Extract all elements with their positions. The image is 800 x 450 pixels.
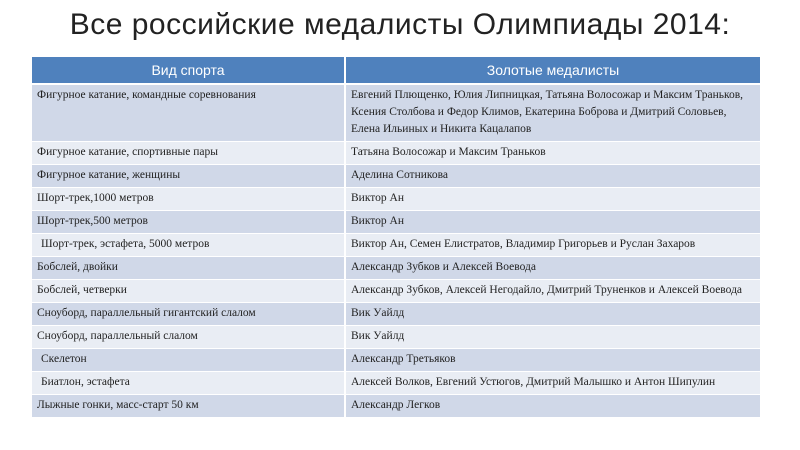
- sport-cell: Сноуборд, параллельный слалом: [32, 326, 345, 349]
- column-header-medalists: Золотые медалисты: [345, 57, 761, 84]
- table-row: [32, 142, 761, 165]
- sport-cell: Фигурное катание, женщины: [32, 165, 345, 188]
- medalists-cell: Александр Зубков, Алексей Негодайло, Дмитрий Труненков и Алексей Воевода: [345, 280, 761, 303]
- medalists-cell: Александр Зубков и Алексей Воевода: [345, 257, 761, 280]
- medalists-cell: Алексей Волков, Евгений Устюгов, Дмитрий Малышко и Антон Шипулин: [345, 372, 761, 395]
- medalists-cell: Татьяна Волосожар и Максим Траньков: [345, 142, 761, 165]
- medalists-cell: Александр Легков: [345, 395, 761, 418]
- table-row: [32, 326, 761, 349]
- sport-cell: Бобслей, четверки: [32, 280, 345, 303]
- table-header-row: [32, 57, 761, 84]
- sport-cell: Фигурное катание, командные соревнования: [32, 84, 345, 142]
- sport-cell: Сноуборд, параллельный гигантский слалом: [32, 303, 345, 326]
- medalists-cell: Вик Уайлд: [345, 326, 761, 349]
- table-row: [32, 349, 761, 372]
- table-row: [32, 257, 761, 280]
- medalists-cell: Вик Уайлд: [345, 303, 761, 326]
- table-row: [32, 395, 761, 418]
- slide-title: Все российские медалисты Олимпиады 2014:: [69, 8, 731, 41]
- table-row: [32, 165, 761, 188]
- table-row: [32, 211, 761, 234]
- medalists-cell: Виктор Ан, Семен Елистратов, Владимир Григорьев и Руслан Захаров: [345, 234, 761, 257]
- table-row: [32, 280, 761, 303]
- medalists-table: [32, 57, 762, 418]
- sport-cell: Фигурное катание, спортивные пары: [32, 142, 345, 165]
- medalists-cell: Аделина Сотникова: [345, 165, 761, 188]
- medalists-cell: Александр Третьяков: [345, 349, 761, 372]
- sport-cell: Биатлон, эстафета: [32, 372, 345, 395]
- table-row: [32, 84, 761, 142]
- table-row: [32, 303, 761, 326]
- sport-cell: Лыжные гонки, масс-старт 50 км: [32, 395, 345, 418]
- sport-cell: Бобслей, двойки: [32, 257, 345, 280]
- sport-cell: Шорт-трек, эстафета, 5000 метров: [32, 234, 345, 257]
- column-header-sport: Вид спорта: [32, 57, 345, 84]
- table-row: [32, 188, 761, 211]
- medalists-cell: Виктор Ан: [345, 188, 761, 211]
- medalists-cell: Виктор Ан: [345, 211, 761, 234]
- table-row: [32, 372, 761, 395]
- table-row: [32, 234, 761, 257]
- sport-cell: Скелетон: [32, 349, 345, 372]
- medalists-cell: Евгений Плющенко, Юлия Липницкая, Татьяна Волосожар и Максим Траньков, Ксения Столбова и Федор Климов, Екатерина Боброва и Дмитрий Соловьев, Елена Ильиных и Никита Кацалапов: [345, 84, 761, 142]
- sport-cell: Шорт-трек,500 метров: [32, 211, 345, 234]
- sport-cell: Шорт-трек,1000 метров: [32, 188, 345, 211]
